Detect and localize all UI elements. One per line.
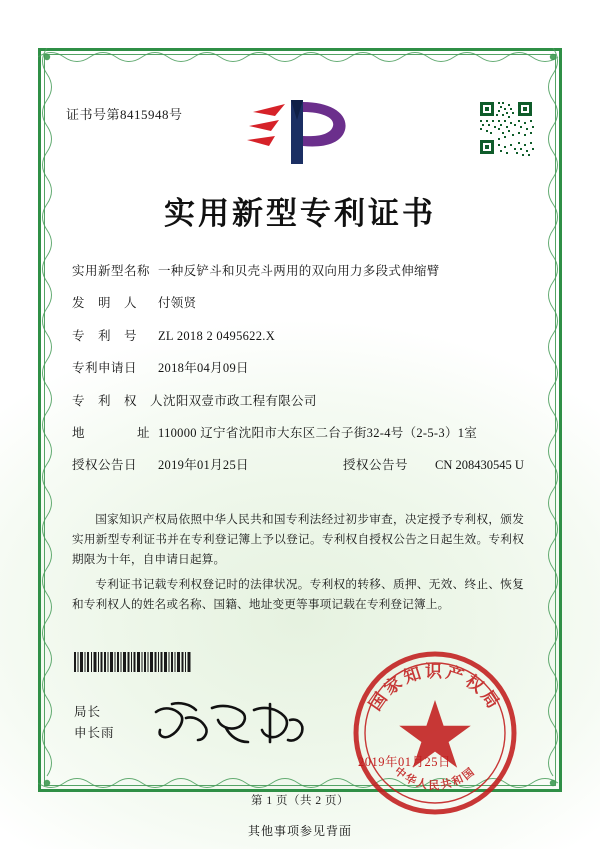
page-title: 实用新型专利证书 [164,196,436,231]
field-label: 专 利 号 [72,328,138,343]
field-row-patent-number [72,327,530,346]
field-label-grant-date: 授权公告日 [72,458,138,473]
signature-block [74,702,115,743]
legal-paragraph-1: 国家知识产权局依照中华人民共和国专利法经过初步审查，决定授予专利权，颁发实用新型专利证书并在专利登记簿上予以登记。专利权自授权公告之日起生效。专利权期限为十年，自申请日起算。 [72,513,524,566]
footnote: 其他事项参见背面 [247,824,352,838]
field-list [72,262,530,489]
field-label: 专利申请日 [72,361,138,376]
seal-top-text: 国家知识产权局 [365,662,505,715]
cnipa-logo-icon [245,96,355,168]
field-row-invention-name [72,262,530,281]
signature-title: 局长 [74,705,102,719]
field-label: 专 利 权 人 [72,393,164,408]
field-value: 付领贤 [158,296,197,311]
field-row-inventor [72,294,530,313]
field-label: 地 址 [72,425,151,440]
legal-text [72,510,524,620]
field-label-publication-number: 授权公告号 [343,458,409,473]
field-row-grant [72,456,530,475]
field-value: 沈阳双壹市政工程有限公司 [163,393,317,408]
field-value: ZL 2018 2 0495622.X [158,328,276,343]
field-value-publication-number: CN 208430545 U [435,458,524,473]
certificate-number: 证书号第8415948号 [66,107,183,122]
field-value: 110000 辽宁省沈阳市大东区二台子街32-4号（2-5-3）1室 [158,425,478,440]
field-label: 发 明 人 [72,296,138,311]
field-value: 一种反铲斗和贝壳斗两用的双向用力多段式伸缩臂 [158,264,440,278]
field-row-address [72,424,530,443]
barcode-icon [74,652,192,672]
signature-name: 申长雨 [74,725,115,740]
field-value-grant-date: 2019年01月25日 [158,458,249,473]
seal-bottom-text: 中华人民共和国 [391,765,479,792]
field-value: 2018年04月09日 [158,361,249,376]
field-row-patentee [72,392,530,411]
handwritten-signature-icon [150,698,310,752]
field-label: 实用新型名称 [72,264,151,278]
qr-code-icon [478,100,534,156]
page-indicator: 第 1 页（共 2 页） [251,795,349,807]
legal-paragraph-2: 专利证书记载专利权登记时的法律状况。专利权的转移、质押、无效、终止、恢复和专利权人的姓名或名称、国籍、地址变更等事项记载在专利登记簿上。 [72,577,524,611]
seal-date: 2019年01月25日 [358,755,452,769]
field-row-application-date [72,359,530,378]
